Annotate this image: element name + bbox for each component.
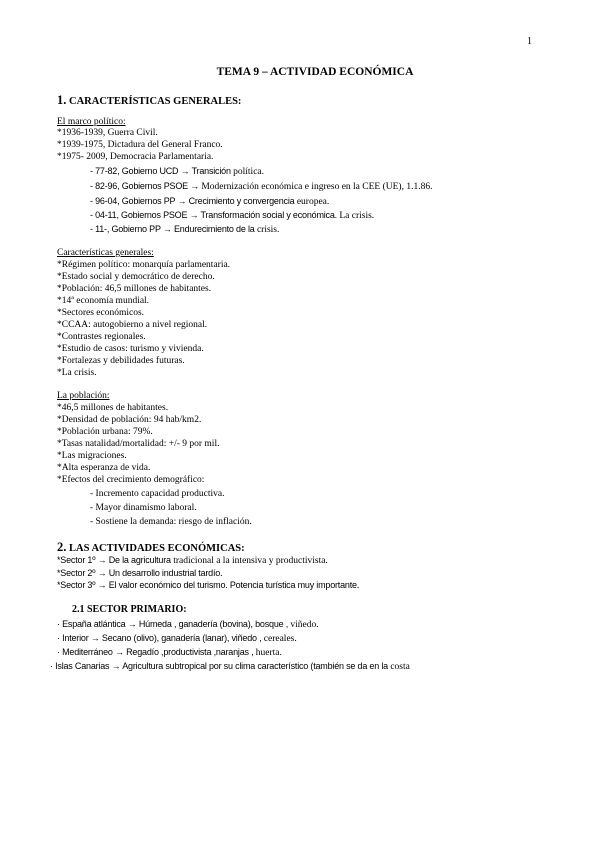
section-1-title: CARACTERÍSTICAS GENERALES: (69, 96, 242, 107)
period-government: - 77-82, Gobierno UCD → Transición (90, 166, 231, 176)
marco-item: *1975- 2009, Democracia Parlamentaria. (57, 152, 214, 162)
section-2-title: LAS ACTIVIDADES ECONÓMICAS: (69, 543, 245, 554)
caracteristica-item: *CCAA: autogobierno a nivel regional. (57, 320, 208, 330)
sector-item (57, 580, 359, 592)
period-item (90, 210, 374, 222)
region-description: cereales. (261, 634, 297, 644)
poblacion-item: *Densidad de población: 94 hab/km2. (57, 415, 202, 425)
section-2-heading (57, 540, 245, 555)
caracteristica-item: *Régimen político: monarquía parlamentaria. (57, 260, 231, 270)
caracteristica-item: *Estado social y democrático de derecho. (57, 272, 215, 282)
period-government: - 04-11, Gobiernos PSOE → Transformación social y económica. (90, 210, 337, 220)
caracteristica-item: *Población: 46,5 millones de habitantes. (57, 284, 212, 294)
region-label: · Interior → Secano (olivo), ganadería (lanar), viñedo , (57, 633, 262, 643)
region-item (57, 619, 319, 631)
region-label: · Islas Canarias → Agricultura subtropical por su clima característico (también se da en la (50, 661, 388, 671)
period-description: crisis. (254, 225, 280, 235)
period-item (90, 224, 279, 236)
period-description: política. (230, 167, 265, 177)
region-description: costa (387, 662, 410, 672)
efecto-item: - Sostiene la demanda: riesgo de inflación. (90, 517, 252, 527)
period-item (90, 196, 329, 208)
caracteristica-item: *14ª economía mundial. (57, 296, 150, 306)
poblacion-item: *Población urbana: 79%. (57, 427, 153, 437)
period-government: - 96-04, Gobiernos PP → Crecimiento y convergencia (90, 196, 295, 206)
caracteristica-item: *Fortalezas y debilidades futuras. (57, 356, 185, 366)
page-number: 1 (527, 36, 532, 47)
poblacion-item: *Alta esperanza de vida. (57, 463, 151, 473)
caracteristica-item: *Contrastes regionales. (57, 332, 146, 342)
region-item (57, 633, 297, 645)
region-label: · Mediterráneo → Regadío ,productivista ,naranjas , (57, 647, 254, 657)
sector-label: *Sector 3º → El valor económico del turismo. Potencia turística muy importante (57, 580, 357, 590)
section-1-number: 1. (57, 93, 67, 107)
period-description: Modernización económica e ingreso en la CEE (UE), 1.1.86. (201, 182, 433, 192)
region-description: viñedo. (288, 620, 319, 630)
poblacion-item: *Tasas natalidad/mortalidad: +/- 9 por mil. (57, 439, 220, 449)
poblacion-item: *Efectos del crecimiento demográfico: (57, 475, 205, 485)
region-description: huerta. (253, 648, 282, 658)
caracteristica-item: *Estudio de casos: turismo y vivienda. (57, 344, 204, 354)
region-item (57, 647, 282, 659)
section-1-heading (57, 93, 241, 108)
poblacion-item: *Las migraciones. (57, 451, 127, 461)
sector-description: . (356, 581, 360, 591)
sector-description: tradicional a la intensiva y productivista. (170, 556, 328, 566)
period-item (90, 166, 264, 178)
period-government: - 82-96, Gobiernos PSOE → (90, 181, 202, 191)
caracteristica-item: *La crisis. (57, 368, 97, 378)
page-title: TEMA 9 – ACTIVIDAD ECONÓMICA (216, 66, 414, 78)
poblacion-label: La población: (57, 391, 110, 401)
section-2-number: 2. (57, 540, 67, 554)
marco-item: *1939-1975, Dictadura del General Franco. (57, 140, 223, 150)
period-description: europea. (294, 197, 330, 207)
efecto-item: - Incremento capacidad productiva. (90, 489, 225, 499)
period-government: - 11-, Gobierno PP → Endurecimiento de la (90, 224, 255, 234)
subsection-2-1-heading: 2.1 SECTOR PRIMARIO: (72, 604, 187, 615)
caracteristicas-label: Características generales: (57, 248, 154, 258)
region-label: · España atlántica → Húmeda , ganadería (bovina), bosque , (57, 619, 289, 629)
sector-label: *Sector 1º → De la agricultura (57, 555, 171, 565)
poblacion-item: *46,5 millones de habitantes. (57, 403, 169, 413)
region-item (50, 661, 410, 673)
sector-label: *Sector 2º → Un desarrollo industrial tardío (57, 568, 221, 578)
sector-item (57, 555, 328, 567)
period-item (90, 181, 432, 193)
marco-politico-label: El marco político: (57, 117, 126, 127)
sector-item (57, 568, 222, 580)
period-description: La crisis. (336, 211, 375, 221)
efecto-item: - Mayor dinamismo laboral. (90, 503, 197, 513)
sector-description: . (220, 569, 223, 579)
marco-item: *1936-1939, Guerra Civil. (57, 128, 158, 138)
caracteristica-item: *Sectores económicos. (57, 308, 145, 318)
